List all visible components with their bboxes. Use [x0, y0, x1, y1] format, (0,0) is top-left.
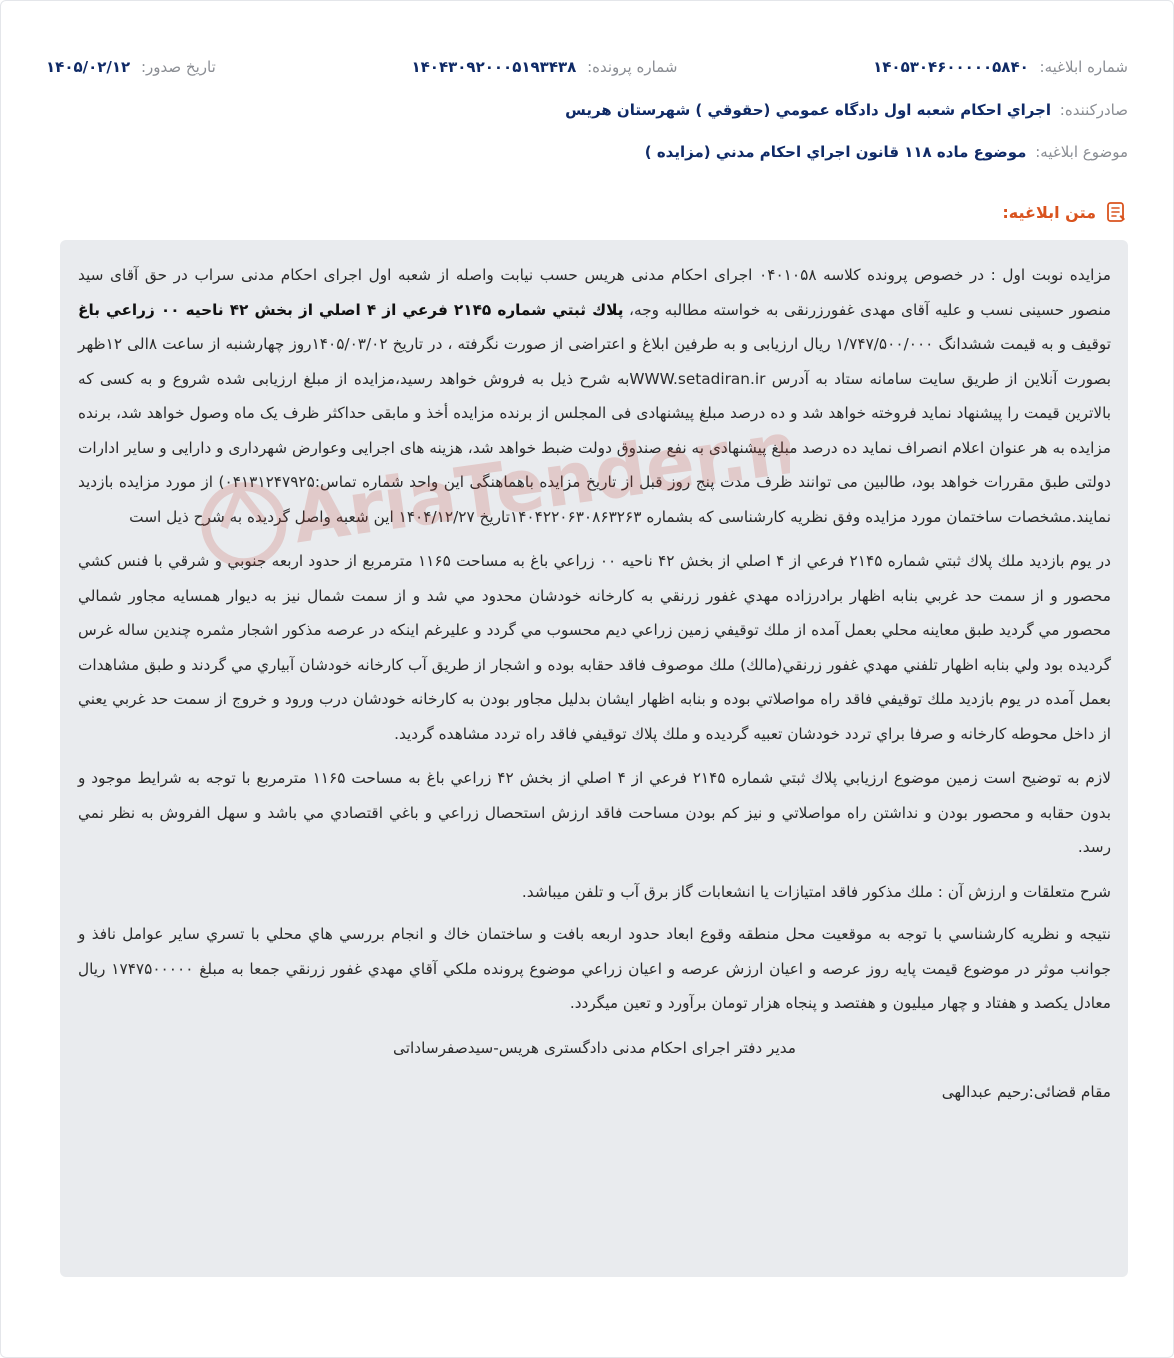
- issue-date-label: تاریخ صدور:: [141, 58, 216, 76]
- paragraph-1-part-a: مزایده نوبت اول : در خصوص پرونده کلاسه ۰۴۰۱۰۵۸ اجرای احکام مدنی هریس حسب نیابت واصله از شعبه اول اجرای احکام مدنی سراب در حق آقای سید منصور حسینی نسب و علیه آقای مهدی غفورزرنقی به خواسته مطالبه وجه،: [78, 266, 1112, 319]
- issuer-value: اجراي احكام شعبه اول دادگاه عمومي (حقوقي ) شهرستان هريس: [565, 101, 1051, 119]
- paragraph-appurtenances: شرح متعلقات و ارزش آن : ملك مذكور فاقد امتيازات يا انشعابات گاز برق آب و تلفن ميباشد.: [521, 882, 1111, 901]
- notice-number-value: ۱۴۰۵۳۰۴۶۰۰۰۰۰۵۸۴۰: [873, 58, 1029, 76]
- case-number: [411, 58, 677, 76]
- notice-text-heading: [1002, 200, 1128, 224]
- subject-row: [645, 143, 1128, 161]
- issuer-row: [565, 101, 1128, 119]
- notice-number-label: شماره ابلاغیه:: [1039, 58, 1128, 76]
- case-number-label: شماره پرونده:: [587, 58, 678, 76]
- subject-label: موضوع ابلاغیه:: [1035, 143, 1128, 161]
- paragraph-1-part-b: توقیف و به قیمت ششدانگ ۱/۷۴۷/۵۰۰/۰۰۰ ریال ارزیابی و به طرفین ابلاغ و اعتراضی از صورت نگرفته ، در تاریخ ۱۴۰۵/۰۳/۰۲روز چهارشنبه از ساعت ۸الی ۱۲ظهر بصورت آنلاین از طریق سایت سامانه ستاد به آدرس WWW.setadiran.irبه شرح ذیل به فروش خواهد رسید،مزایده از مبلغ ارزیابی شده شروع و به کسی که بالاترین قیمت را پیشنهاد نماید فروخته خواهد شد و ده درصد مبلغ پیشنهادی فی المجلس از برنده مزایده أخذ و مابقی حداکثر ظرف یک ماه وصول خواهد شد، برنده مزایده به هر عنوان اعلام انصراف نماید ده درصد مبلغ پیشنهادی به نفع صندوق دولت ضبط خواهد شد، هزینه های اجرایی وعوارض شهرداری و دارایی و سایر ادارات دولتی طبق مقررات خواهد بود، طالبین می توانند ظرف مدت پنج روز قبل از تاریخ مزایده باهماهنگی این واحد شماره تماس:۰۴۱۳۱۲۴۷۹۲۵) از مورد مزایده بازدید نمایند.مشخصات ساختمان مورد مزایده وفق نظریه کارشناسی که بشماره ۱۴۰۴۲۲۰۶۳۰۸۶۳۲۶۳تاریخ ۱۴۰۴/۱۲/۲۷ این شعبه واصل گردیده به شرح ذیل است: [78, 335, 1112, 526]
- subject-value: موضوع ماده ۱۱۸ قانون اجراي احكام مدني (مزايده ): [644, 143, 1027, 161]
- paragraph-expert-opinion: نتيجه و نظريه كارشناسي با توجه به موقعيت محل منطقه وقوع ابعاد حدود اربعه بافت و ساختمان خاك و انجام بررسي هاي محلي با تسري ساير عوامل نافذ و جوانب موثر در موضوع قيمت پايه روز عرصه و اعيان ارزش عرصه و اعيان زراعي موضوع پرونده ملكي آقاي مهدي غفور زرنقي جمعا به مبلغ ۱۷۴۷۵۰۰۰۰۰ ريال معادل يكصد و هفتاد و چهار ميليون و هفتصد و پنجاه هزار تومان برآورد و تعين ميگردد.: [78, 925, 1111, 1012]
- notice-meta-row: [46, 58, 1128, 76]
- document-icon: [1104, 200, 1128, 224]
- issue-date-value: ۱۴۰۵/۰۲/۱۲: [46, 58, 131, 76]
- issue-date: [46, 58, 216, 76]
- paragraph-auction-terms: [78, 258, 1111, 534]
- notice-body: [60, 240, 1128, 1277]
- paragraph-site-visit: در يوم بازديد ملك پلاك ثبتي شماره ۲۱۴۵ فرعي از ۴ اصلي از بخش ۴۲ ناحيه ۰۰ زراعي باغ به مساحت ۱۱۶۵ مترمربع از حدود اربعه جنوبي و شرقي با فنس كشي محصور و از سمت حد غربي بنابه اظهار برادرزاده مهدي غفور زرنقي به كارخانه خودشان محدود مي شد و از سمت شمال نيز به ديوار همسايه مجاور شمالي محصور مي گرديد طبق معاينه محلي بعمل آمده از ملك توقيفي زمين زراعي ديم محسوب مي گردد و عليرغم اينكه در عرصه مذكور اشجار مثمره چندين ساله غرس گرديده بود ولي بنابه اظهار تلفني مهدي غفور زرنقي(مالك) ملك موصوف فاقد حقابه بوده و اشجار از طريق آب كارخانه خودشان آبياري مي گردند و طبق مشاهدات بعمل آمده در يوم بازديد ملك توقيفي فاقد راه مواصلاتي بوده و بنابه اظهار ايشان بدليل مجاور بودن به كارخانه خودشان درب ورود و خروج از سمت حد غربي يعني از داخل محوطه كارخانه و صرفا براي تردد خودشان تعبيه گرديده و ملك پلاك توقيفي فاقد راه تردد مشاهده گرديد.: [78, 552, 1111, 743]
- paragraph-1-plate-bold: پلاك ثبتي شماره ۲۱۴۵ فرعي از ۴ اصلي از بخش ۴۲ ناحيه ۰۰ زراعي باغ: [78, 300, 624, 319]
- case-number-value: ۱۴۰۴۳۰۹۲۰۰۰۵۱۹۳۴۳۸: [411, 58, 577, 76]
- notice-number: [873, 58, 1128, 76]
- paragraph-explanation: لازم به توضيح است زمين موضوع ارزيابي پلاك ثبتي شماره ۲۱۴۵ فرعي از ۴ اصلي از بخش ۴۲ زراعي باغ به مساحت ۱۱۶۵ مترمربع با توجه به شرايط موجود و بدون حقابه و محصور بودن و نداشتن راه مواصلاتي و نيز كم بودن مساحت فاقد ارزش استحصال زراعي و باغي اقتصادي مي باشد و سهل الفروش به نظر نمي رسد.: [78, 769, 1112, 856]
- notice-text-title: متن ابلاغیه:: [1002, 202, 1096, 222]
- judicial-authority-line: مقام قضائی:رحیم عبدالهی: [941, 1083, 1111, 1101]
- signature-line: مدیر دفتر اجرای احکام مدنی دادگستری هریس-سیدصفرساداتی: [393, 1038, 796, 1057]
- issuer-label: صادرکننده:: [1059, 101, 1128, 119]
